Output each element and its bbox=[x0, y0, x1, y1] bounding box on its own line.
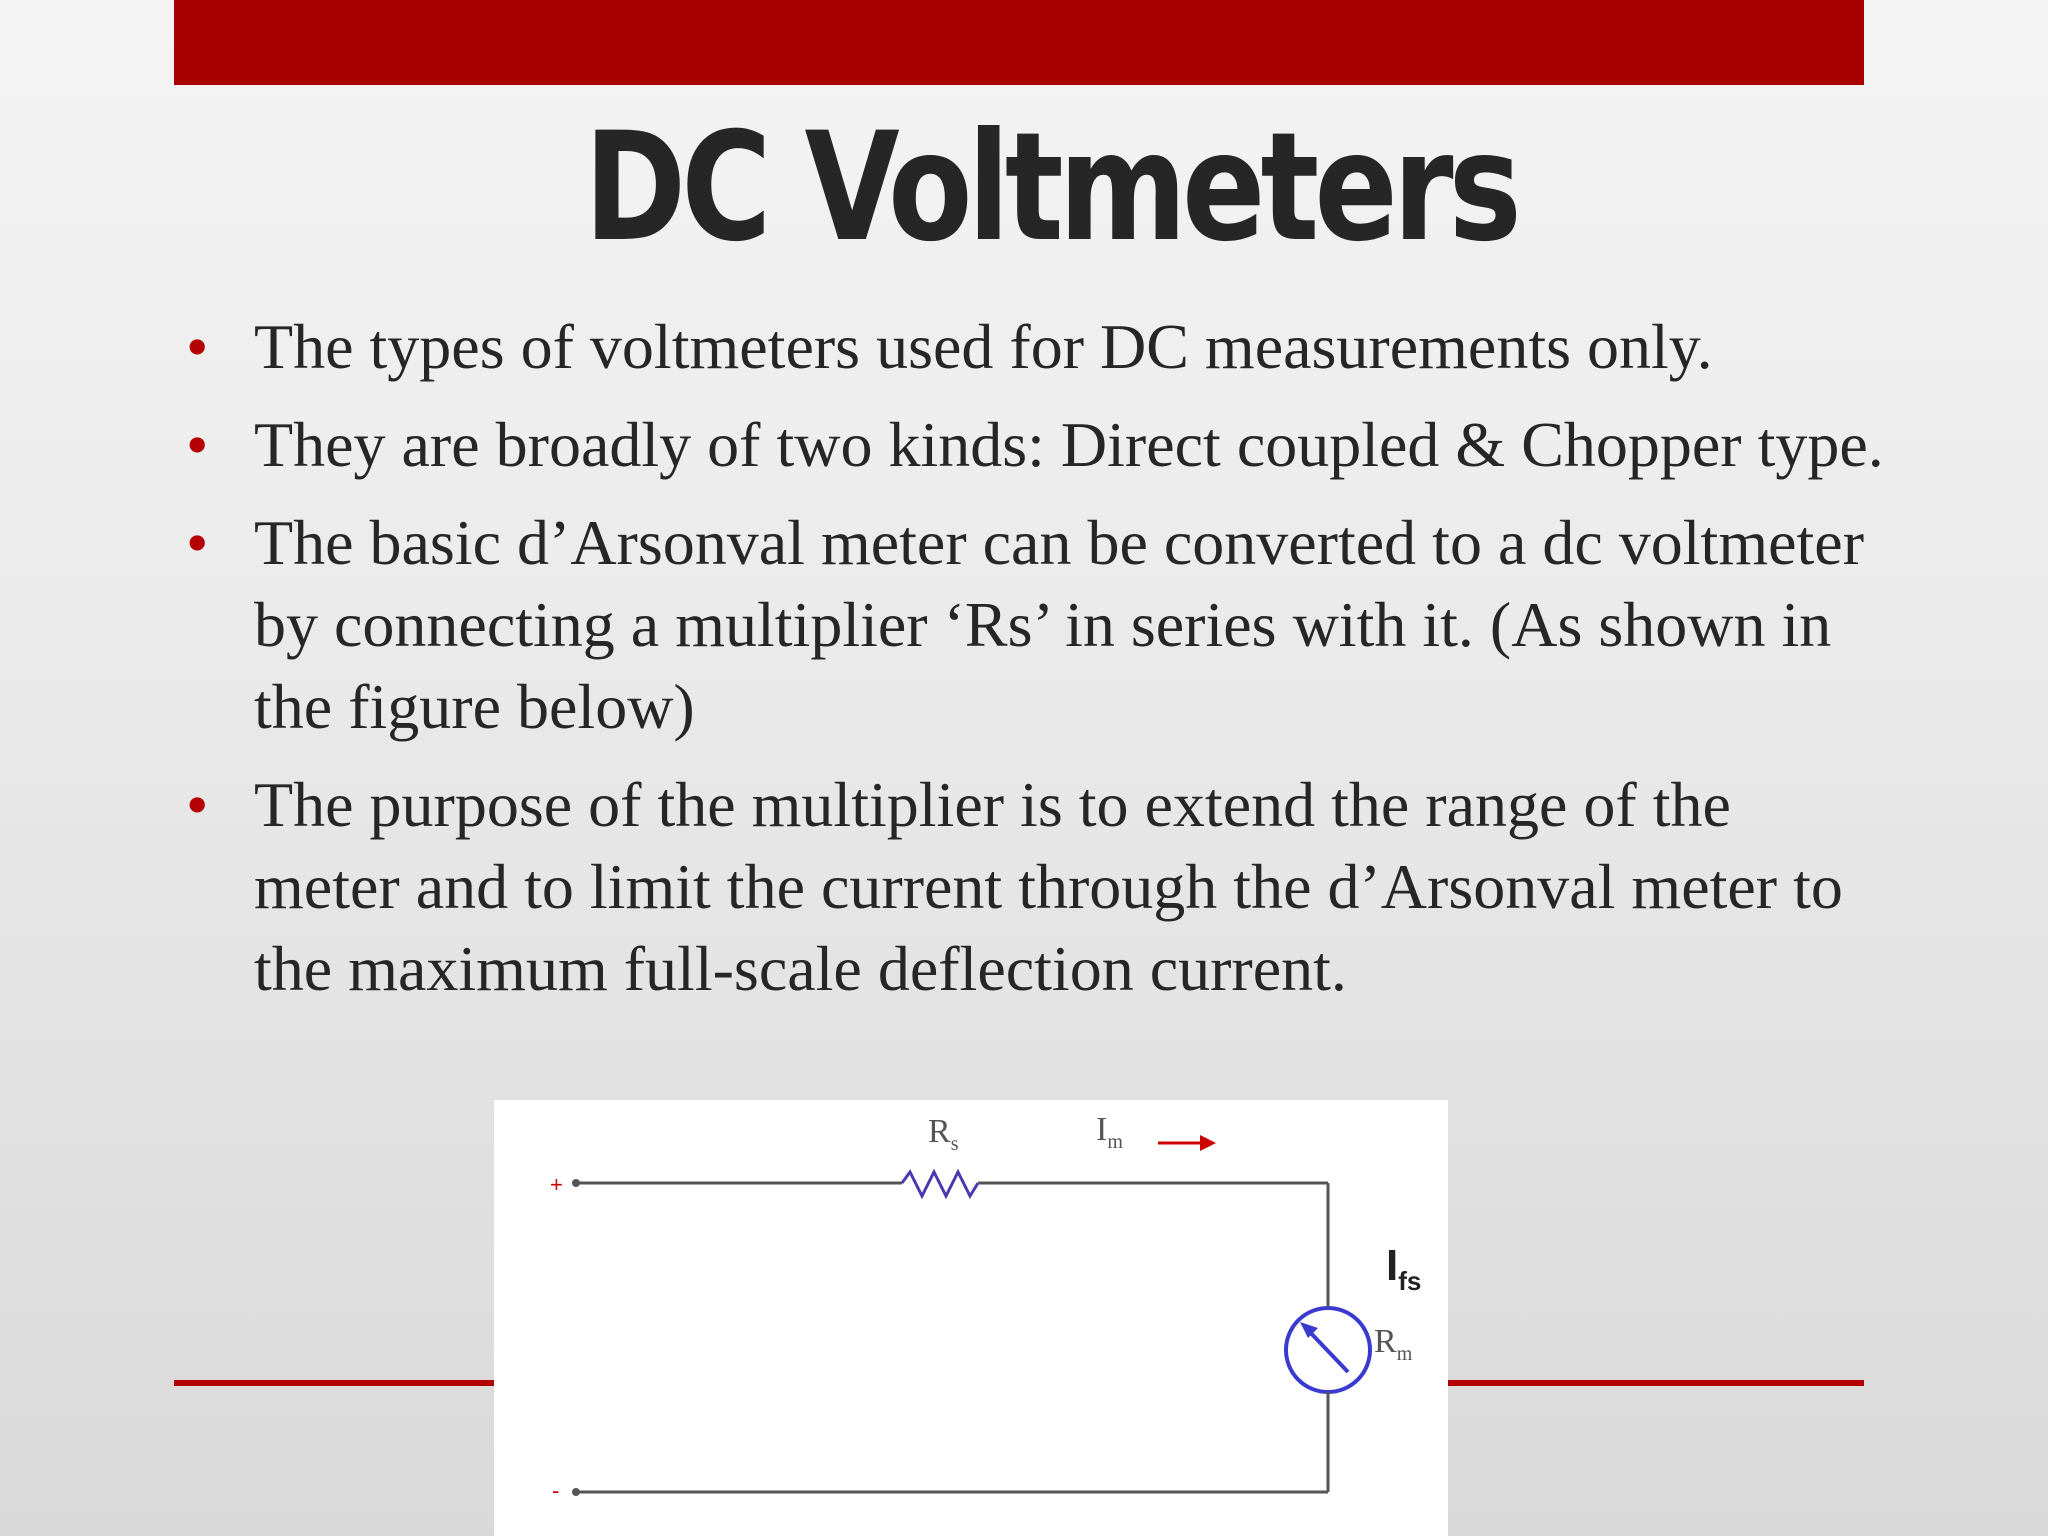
slide-title: DC Voltmeters bbox=[584, 101, 1517, 275]
bullet-dot-icon: • bbox=[186, 311, 209, 382]
rs-label bbox=[928, 1113, 959, 1155]
bullet-item bbox=[186, 404, 1886, 486]
bullet-item bbox=[186, 502, 1886, 748]
rm-label-sub: m bbox=[1396, 1343, 1413, 1365]
circuit-diagram bbox=[494, 1100, 1448, 1536]
plus-terminal-dot bbox=[572, 1179, 580, 1187]
rm-label bbox=[1374, 1323, 1413, 1365]
bullet-dot-icon: • bbox=[186, 507, 209, 578]
im-label-sub: m bbox=[1107, 1131, 1123, 1153]
resistor-rs-icon bbox=[902, 1172, 978, 1196]
meter-needle bbox=[1306, 1328, 1348, 1372]
bullet-item bbox=[186, 764, 1886, 1010]
bullet-dot-icon: • bbox=[186, 409, 209, 480]
plus-terminal-label: + bbox=[550, 1172, 563, 1197]
voltmeter-circuit-figure bbox=[494, 1100, 1448, 1536]
bullet-text: The basic d’Arsonval meter can be converted to a dc voltmeter by connecting a multiplier ‘Rs’ in series with it. (As shown in the figure below) bbox=[254, 507, 1864, 742]
bullet-text: The purpose of the multiplier is to extend the range of the meter and to limit the current through the d’Arsonval meter to the maximum full-scale deflection current. bbox=[254, 769, 1843, 1004]
im-label bbox=[1096, 1111, 1123, 1153]
bullet-text: They are broadly of two kinds: Direct coupled & Chopper type. bbox=[254, 409, 1884, 480]
bullet-item bbox=[186, 306, 1886, 388]
rm-label-main: R bbox=[1374, 1323, 1397, 1360]
ifs-label-main: I bbox=[1386, 1241, 1399, 1290]
top-accent-bar bbox=[174, 0, 1864, 85]
bullet-dot-icon: • bbox=[186, 769, 209, 840]
im-arrow-icon bbox=[1200, 1135, 1216, 1151]
ifs-label bbox=[1386, 1241, 1421, 1296]
minus-terminal-label: - bbox=[552, 1478, 560, 1503]
im-label-main: I bbox=[1096, 1111, 1108, 1148]
minus-terminal-dot bbox=[572, 1488, 580, 1496]
rs-label-sub: s bbox=[950, 1133, 959, 1155]
bullet-text: The types of voltmeters used for DC measurements only. bbox=[254, 311, 1713, 382]
rs-label-main: R bbox=[928, 1113, 951, 1150]
ifs-label-sub: fs bbox=[1398, 1266, 1422, 1296]
bullet-list bbox=[186, 306, 1886, 1026]
